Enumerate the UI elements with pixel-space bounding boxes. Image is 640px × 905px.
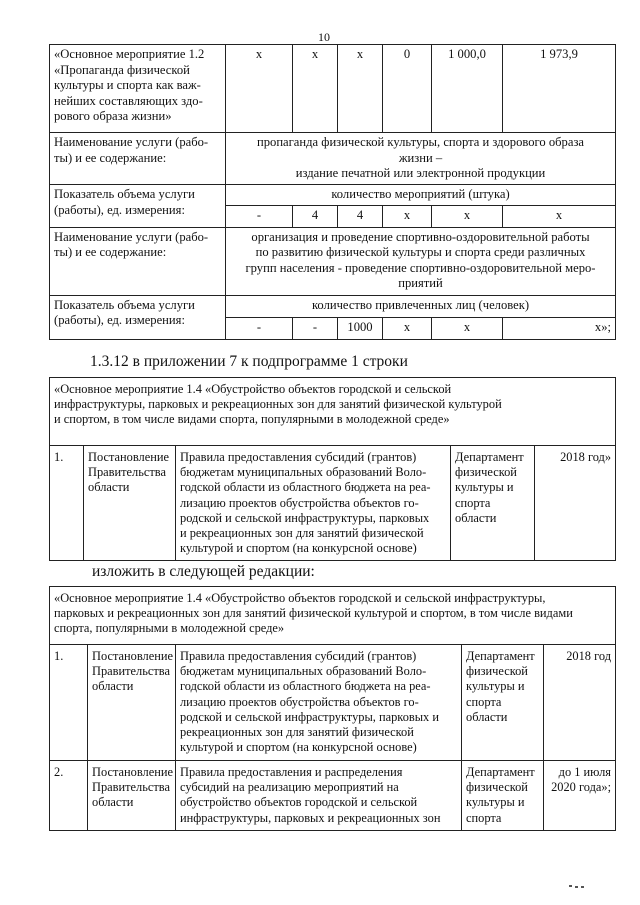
value-cell: 1000: [338, 317, 383, 339]
value-cell: -: [226, 205, 293, 227]
table-row: [50, 185, 616, 206]
executor: Департамент физической культуры и спорта области: [451, 446, 535, 561]
value-cell: х: [293, 45, 338, 133]
doc-title: Правила предоставления и распределения субсидий на реализацию мероприятий на обустройство объектов городской и сельской инфраструктуры, парковых и рекреационных зон: [176, 761, 462, 831]
scan-mark: [575, 886, 578, 888]
intro-text: изложить в следующей редакции:: [92, 563, 315, 580]
value-cell: х»;: [503, 317, 616, 339]
scan-mark: [569, 885, 572, 887]
value-cell: 4: [338, 205, 383, 227]
table-row: [50, 133, 616, 185]
scan-mark: [581, 886, 584, 888]
value-cell: -: [293, 317, 338, 339]
value-cell: х: [432, 317, 503, 339]
clause-text: 1.3.12 в приложении 7 к подпрограмме 1 строки: [90, 353, 408, 370]
measure-header: «Основное мероприятие 1.4 «Обустройство объектов городской и сельской инфраструктуры, парковых и рекреационных зон для занятий физической культурой и спортом, в том числе видами спорта, популярными в молодежной среде»: [50, 587, 616, 645]
table-row: [50, 45, 616, 133]
deadline: 2018 год: [544, 645, 616, 761]
value-cell: х: [503, 205, 616, 227]
service-content: организация и проведение спортивно-оздоровительной работы по развитию физической культуры и спорта среди различных групп населения - проведение спортивно-оздоровительной меро- приятий: [226, 227, 616, 295]
doc-type: Постановление Правительства области: [84, 446, 176, 561]
volume-unit: количество мероприятий (штука): [226, 185, 616, 206]
measures-table: [49, 44, 616, 340]
row-number: 2.: [50, 761, 88, 831]
volume-unit: количество привлеченных лиц (человек): [226, 295, 616, 317]
measure-header: «Основное мероприятие 1.4 «Обустройство объектов городской и сельской инфраструктуры, парковых и рекреационных зон для занятий физической культурой и спортом, в том числе видами спорта, популярными в молодежной среде»: [50, 378, 616, 446]
row-number: 1.: [50, 446, 84, 561]
value-cell: 0: [383, 45, 432, 133]
value-cell: х: [383, 205, 432, 227]
doc-type: Постановление Правительства области: [88, 645, 176, 761]
service-content: пропаганда физической культуры, спорта и здорового образа жизни – издание печатной или электронной продукции: [226, 133, 616, 185]
doc-title: Правила предоставления субсидий (грантов) бюджетам муниципальных образований Воло- годской области из областного бюджета на реа- лизацию проектов обустройства объектов го- родской и сельской инфраструктуры, парковых и рекреационных зон для занятий физической культурой и спортом (на конкурсной основе): [176, 446, 451, 561]
measure-label: «Основное мероприятие 1.2 «Пропаганда физической культуры и спорта как важ- нейших составляющих здо- рового образа жизни»: [50, 45, 226, 133]
value-cell: -: [226, 317, 293, 339]
service-label: Наименование услуги (рабо- ты) и ее содержание:: [50, 133, 226, 185]
value-cell: х: [383, 317, 432, 339]
table-row: [50, 645, 616, 761]
executor: Департамент физической культуры и спорта области: [462, 645, 544, 761]
table-row: [50, 227, 616, 295]
volume-label: Показатель объема услуги (работы), ед. измерения:: [50, 185, 226, 228]
old-rows-table: [49, 377, 616, 561]
deadline: 2018 год»: [535, 446, 616, 561]
value-cell: 4: [293, 205, 338, 227]
value-cell: 1 973,9: [503, 45, 616, 133]
doc-title: Правила предоставления субсидий (грантов) бюджетам муниципальных образований Воло- годской области из областного бюджета на реа- лизацию проектов обустройства объектов го- родской и сельской инфраструктуры, парковых и рекреационных зон для занятий физической культурой и спортом (на конкурсной основе): [176, 645, 462, 761]
page-number: 10: [318, 30, 330, 44]
table-row: [50, 295, 616, 317]
table-row: [50, 446, 616, 561]
new-rows-table: [49, 586, 616, 831]
value-cell: 1 000,0: [432, 45, 503, 133]
value-cell: х: [338, 45, 383, 133]
row-number: 1.: [50, 645, 88, 761]
deadline: до 1 июля 2020 года»;: [544, 761, 616, 831]
value-cell: х: [432, 205, 503, 227]
table-row: [50, 761, 616, 831]
doc-type: Постановление Правительства области: [88, 761, 176, 831]
service-label: Наименование услуги (рабо- ты) и ее содержание:: [50, 227, 226, 295]
table-row: [50, 587, 616, 645]
value-cell: х: [226, 45, 293, 133]
volume-label: Показатель объема услуги (работы), ед. измерения:: [50, 295, 226, 339]
table-row: [50, 378, 616, 446]
executor: Департамент физической культуры и спорта: [462, 761, 544, 831]
